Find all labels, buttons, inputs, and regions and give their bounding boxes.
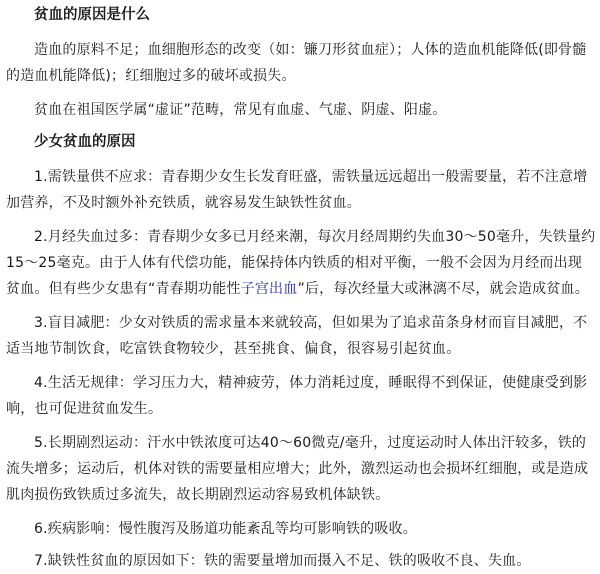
list-item-2-text-after: ”后，每次经量大或淋漓不尽，就会造成贫血。 <box>297 281 589 297</box>
list-item-2-text-before: 2.月经失血过多：青春期少女多已月经来潮，每次月经周期约失血30～50毫升，失铁量约15～25毫克。由于人体有代偿功能，能保持体内铁质的相对平衡，一般不会因为月经而出现贫血。但有些少女患有“青春期功能性 <box>6 229 596 297</box>
list-item-6: 6.疾病影响：慢性腹泻及肠道功能紊乱等均可影响铁的吸收。 <box>34 521 417 537</box>
paragraph-causes: 造血的原料不足；血细胞形态的改变（如：镰刀形贫血症）；人体的造血机能降低(即骨髓的造血机能降低)；红细胞过多的破坏或损失。 <box>6 42 587 84</box>
paragraph-tcm: 贫血在祖国医学属“虚证”范畴，常见有血虚、气虚、阴虚、阳虚。 <box>34 102 447 118</box>
uterine-bleeding-link[interactable]: 子宫出血 <box>240 281 298 297</box>
section-heading-anemia-causes: 贫血的原因是什么 <box>34 7 150 23</box>
list-item-3: 3.盲目减肥：少女对铁质的需求量本来就较高，但如果为了追求苗条身材而盲目减肥，不适当地节制饮食，吃富铁食物较少，甚至挑食、偏食，很容易引起贫血。 <box>6 315 588 357</box>
list-item-5: 5.长期剧烈运动：汗水中铁浓度可达40～60微克/毫升，过度运动时人体出汗较多，铁的流失增多；运动后，机体对铁的需要量相应增大；此外，激烈运动也会损坏红细胞，或是造成肌肉损伤致铁质过多流失，故长期剧烈运动容易致机体缺铁。 <box>6 435 589 503</box>
list-item-1: 1.需铁量供不应求：青春期少女生长发育旺盛，需铁量远远超出一般需要量，若不注意增加营养，不及时额外补充铁质，就容易发生缺铁性贫血。 <box>6 169 588 211</box>
list-item-7: 7.缺铁性贫血的原因如下：铁的需要量增加而摄入不足、铁的吸收不良、失血。 <box>34 553 531 569</box>
list-item-2 <box>6 224 596 302</box>
list-item-4: 4.生活无规律：学习压力大，精神疲劳，体力消耗过度，睡眠得不到保证，使健康受到影响，也可促进贫血发生。 <box>6 375 588 417</box>
section-heading-girls-anemia: 少女贫血的原因 <box>34 134 136 150</box>
